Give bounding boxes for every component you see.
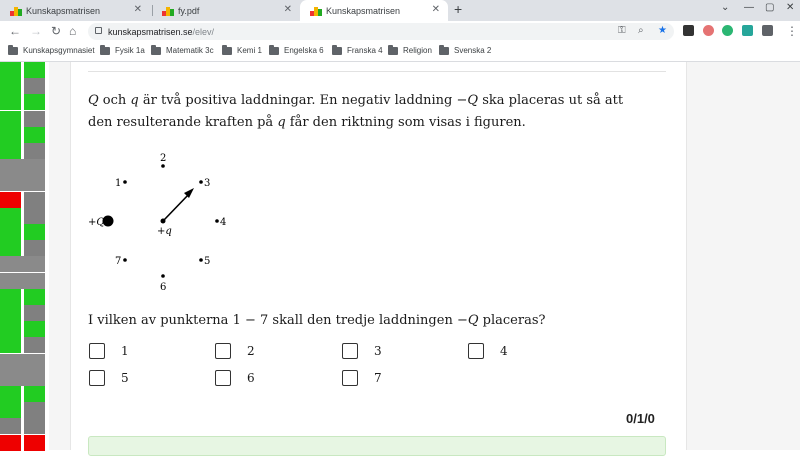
close-tab-icon[interactable]: ✕ <box>431 4 440 15</box>
grid-cell[interactable] <box>0 256 45 272</box>
math-q: q <box>130 93 139 108</box>
bookmark-label: Religion <box>403 46 432 55</box>
grid-cell[interactable] <box>0 78 21 94</box>
option-3[interactable] <box>342 343 382 359</box>
option-1[interactable] <box>89 343 129 359</box>
text-span: I vilken av punkterna <box>88 313 233 328</box>
tab-title: Kunskapsmatrisen <box>326 5 401 16</box>
extensions-puzzle-icon[interactable] <box>762 25 773 36</box>
bookmark-item[interactable] <box>100 46 145 55</box>
grid-cell[interactable] <box>0 240 21 256</box>
grid-cell[interactable] <box>0 402 21 418</box>
grid-cell[interactable] <box>24 435 45 451</box>
grid-cell[interactable] <box>24 192 45 208</box>
option-label: 1 <box>121 344 129 358</box>
grid-cell[interactable] <box>0 418 21 434</box>
bookmark-item[interactable] <box>222 46 262 55</box>
text-span: den resulterande kraften på <box>88 115 278 130</box>
checkbox[interactable] <box>342 370 358 386</box>
bookmark-item[interactable] <box>8 46 95 55</box>
option-5[interactable] <box>89 370 129 386</box>
grid-cell[interactable] <box>24 94 45 110</box>
text-span: skall den tredje laddningen <box>268 313 457 328</box>
option-7[interactable] <box>342 370 382 386</box>
question-line-2 <box>88 112 628 134</box>
bookmark-label: Kemi 1 <box>237 46 262 55</box>
point-7-label: 7 <box>115 256 122 267</box>
grid-cell[interactable] <box>0 111 21 127</box>
question-line-1 <box>88 90 628 112</box>
folder-icon <box>269 47 279 55</box>
checkbox[interactable] <box>89 343 105 359</box>
point-6-label: 6 <box>160 282 167 293</box>
tab-fy-pdf[interactable] <box>152 0 300 21</box>
option-label: 4 <box>500 344 508 358</box>
grid-cell[interactable] <box>0 175 45 191</box>
grid-cell[interactable] <box>0 208 21 224</box>
grid-cell[interactable] <box>24 240 45 256</box>
grid-cell[interactable] <box>0 224 21 240</box>
feedback-box <box>88 436 666 456</box>
address-bar[interactable] <box>88 23 674 40</box>
grid-cell[interactable] <box>0 337 21 353</box>
grid-cell[interactable] <box>0 159 45 175</box>
folder-icon <box>8 47 18 55</box>
math-q: q <box>277 115 286 130</box>
grid-cell[interactable] <box>0 289 21 305</box>
grid-cell[interactable] <box>0 370 45 386</box>
grid-cell[interactable] <box>0 143 21 159</box>
grid-cell[interactable] <box>24 224 45 240</box>
bookmark-label: Franska 4 <box>347 46 383 55</box>
grid-cell[interactable] <box>24 111 45 127</box>
bookmark-item[interactable] <box>439 46 491 55</box>
text-span: ska placeras ut så att <box>478 93 624 108</box>
bookmark-label: Matematik 3c <box>166 46 214 55</box>
folder-icon <box>151 47 161 55</box>
checkbox[interactable] <box>215 370 231 386</box>
grid-cell[interactable] <box>24 127 45 143</box>
divider <box>88 71 666 72</box>
address-path: /elev/ <box>192 26 215 37</box>
grid-cell[interactable] <box>24 143 45 159</box>
checkbox[interactable] <box>342 343 358 359</box>
force-arrowhead <box>184 188 194 198</box>
extension-green-icon[interactable] <box>722 25 733 36</box>
folder-icon <box>100 47 110 55</box>
point-2-label: 2 <box>160 153 167 164</box>
math-range: 1 − 7 <box>232 313 269 328</box>
grid-cell[interactable] <box>24 402 45 418</box>
progress-grid <box>0 62 49 450</box>
question-text <box>88 90 628 134</box>
grid-cell[interactable] <box>0 321 21 337</box>
key-icon[interactable]: ⚿ <box>618 25 626 36</box>
checkbox[interactable] <box>468 343 484 359</box>
checkbox[interactable] <box>215 343 231 359</box>
reload-icon[interactable]: ↻ <box>51 24 62 38</box>
address-host: kunskapsmatrisen.se <box>108 26 193 37</box>
point-2 <box>161 164 165 168</box>
folder-icon <box>439 47 449 55</box>
text-span: får den riktning som visas i figuren. <box>285 115 526 130</box>
math-minus-Q: −Q <box>456 313 479 328</box>
math-minus-Q: −Q <box>456 93 479 108</box>
folder-icon <box>222 47 232 55</box>
grid-cell[interactable] <box>24 62 45 78</box>
point-3 <box>199 180 203 184</box>
bookmark-item[interactable] <box>332 46 383 55</box>
point-4-label: 4 <box>220 217 227 228</box>
home-icon[interactable]: ⌂ <box>69 24 77 38</box>
grid-cell[interactable] <box>24 78 45 94</box>
grid-cell[interactable] <box>0 192 21 208</box>
option-label: 3 <box>374 344 382 358</box>
grid-cell[interactable] <box>24 321 45 337</box>
score-label: 0/1/0 <box>626 411 655 426</box>
big-charge-label: +Q <box>88 217 105 228</box>
grid-cell[interactable] <box>0 127 21 143</box>
kunskapsmatrisen-favicon-icon <box>10 5 21 16</box>
minimize-button[interactable]: — <box>744 2 754 13</box>
option-4[interactable] <box>468 343 508 359</box>
point-6 <box>161 274 165 278</box>
small-charge-label: +q <box>157 226 172 237</box>
zoom-icon[interactable]: ⌕ <box>638 25 644 36</box>
bookmark-star-icon[interactable]: ★ <box>658 25 667 36</box>
grid-cell[interactable] <box>0 386 21 402</box>
grid-cell[interactable] <box>0 273 45 289</box>
charge-figure <box>80 140 240 300</box>
force-arrow-line <box>164 193 190 220</box>
new-tab-button[interactable]: + <box>454 1 463 17</box>
point-3-label: 3 <box>204 178 211 189</box>
grid-cell[interactable] <box>24 418 45 434</box>
bookmark-label: Fysik 1a <box>115 46 145 55</box>
sub-question <box>88 313 545 328</box>
option-2[interactable] <box>215 343 255 359</box>
extension-red-icon[interactable] <box>703 25 714 36</box>
grid-cell[interactable] <box>24 337 45 353</box>
bookmarks-bar <box>0 42 800 62</box>
bookmark-item[interactable] <box>269 46 324 55</box>
option-label: 2 <box>247 344 255 358</box>
menu-dots-icon[interactable]: ⋮ <box>786 24 798 38</box>
maximize-button[interactable]: ▢ <box>765 2 775 13</box>
checkbox[interactable] <box>89 370 105 386</box>
option-label: 7 <box>374 371 382 385</box>
text-span: och <box>98 93 131 108</box>
grid-cell[interactable] <box>0 305 21 321</box>
tab-kunskapsmatrisen-1[interactable] <box>0 0 150 21</box>
bookmark-label: Svenska 2 <box>454 46 492 55</box>
extension-teal-icon[interactable] <box>742 25 753 36</box>
tab-strip <box>0 0 800 21</box>
grid-cell[interactable] <box>24 289 45 305</box>
grid-cell[interactable] <box>0 354 45 370</box>
browser-toolbar <box>0 21 800 42</box>
close-tab-icon[interactable]: ✕ <box>283 4 292 15</box>
point-4 <box>215 219 219 223</box>
back-arrow-icon[interactable]: ← <box>9 24 21 38</box>
option-label: 5 <box>121 371 129 385</box>
qr-extension-icon[interactable] <box>683 25 694 36</box>
point-1 <box>123 180 127 184</box>
math-Q: Q <box>88 93 99 108</box>
grid-cell[interactable] <box>0 62 21 78</box>
option-6[interactable] <box>215 370 255 386</box>
folder-icon <box>388 47 398 55</box>
point-5-label: 5 <box>204 256 211 267</box>
grid-cell[interactable] <box>0 94 21 110</box>
close-tab-icon[interactable]: ✕ <box>133 4 142 15</box>
option-label: 6 <box>247 371 255 385</box>
text-span: är två positiva laddningar. En negativ laddning <box>138 93 457 108</box>
bookmark-item[interactable] <box>388 46 432 55</box>
grid-cell[interactable] <box>24 386 45 402</box>
point-5 <box>199 258 203 262</box>
point-7 <box>123 258 127 262</box>
tab-kunskapsmatrisen-active[interactable] <box>300 0 448 21</box>
close-window-button[interactable]: ✕ <box>786 2 795 13</box>
forward-arrow-icon[interactable]: → <box>30 24 42 38</box>
point-1-label: 1 <box>115 178 122 189</box>
tab-title: fy.pdf <box>178 5 200 16</box>
grid-cell[interactable] <box>24 305 45 321</box>
tab-title: Kunskapsmatrisen <box>26 5 101 16</box>
bookmark-item[interactable] <box>151 46 214 55</box>
kunskapsmatrisen-favicon-icon <box>310 5 321 16</box>
grid-cell[interactable] <box>24 208 45 224</box>
folder-icon <box>332 47 342 55</box>
grid-cell[interactable] <box>0 435 21 451</box>
lock-icon <box>95 27 102 34</box>
bookmark-label: Engelska 6 <box>284 46 324 55</box>
bookmark-label: Kunskapsgymnasiet <box>23 46 95 55</box>
tab-search-icon[interactable]: ⌄ <box>721 2 730 13</box>
text-span: placeras? <box>478 313 546 328</box>
pdf-favicon-icon <box>162 5 173 16</box>
